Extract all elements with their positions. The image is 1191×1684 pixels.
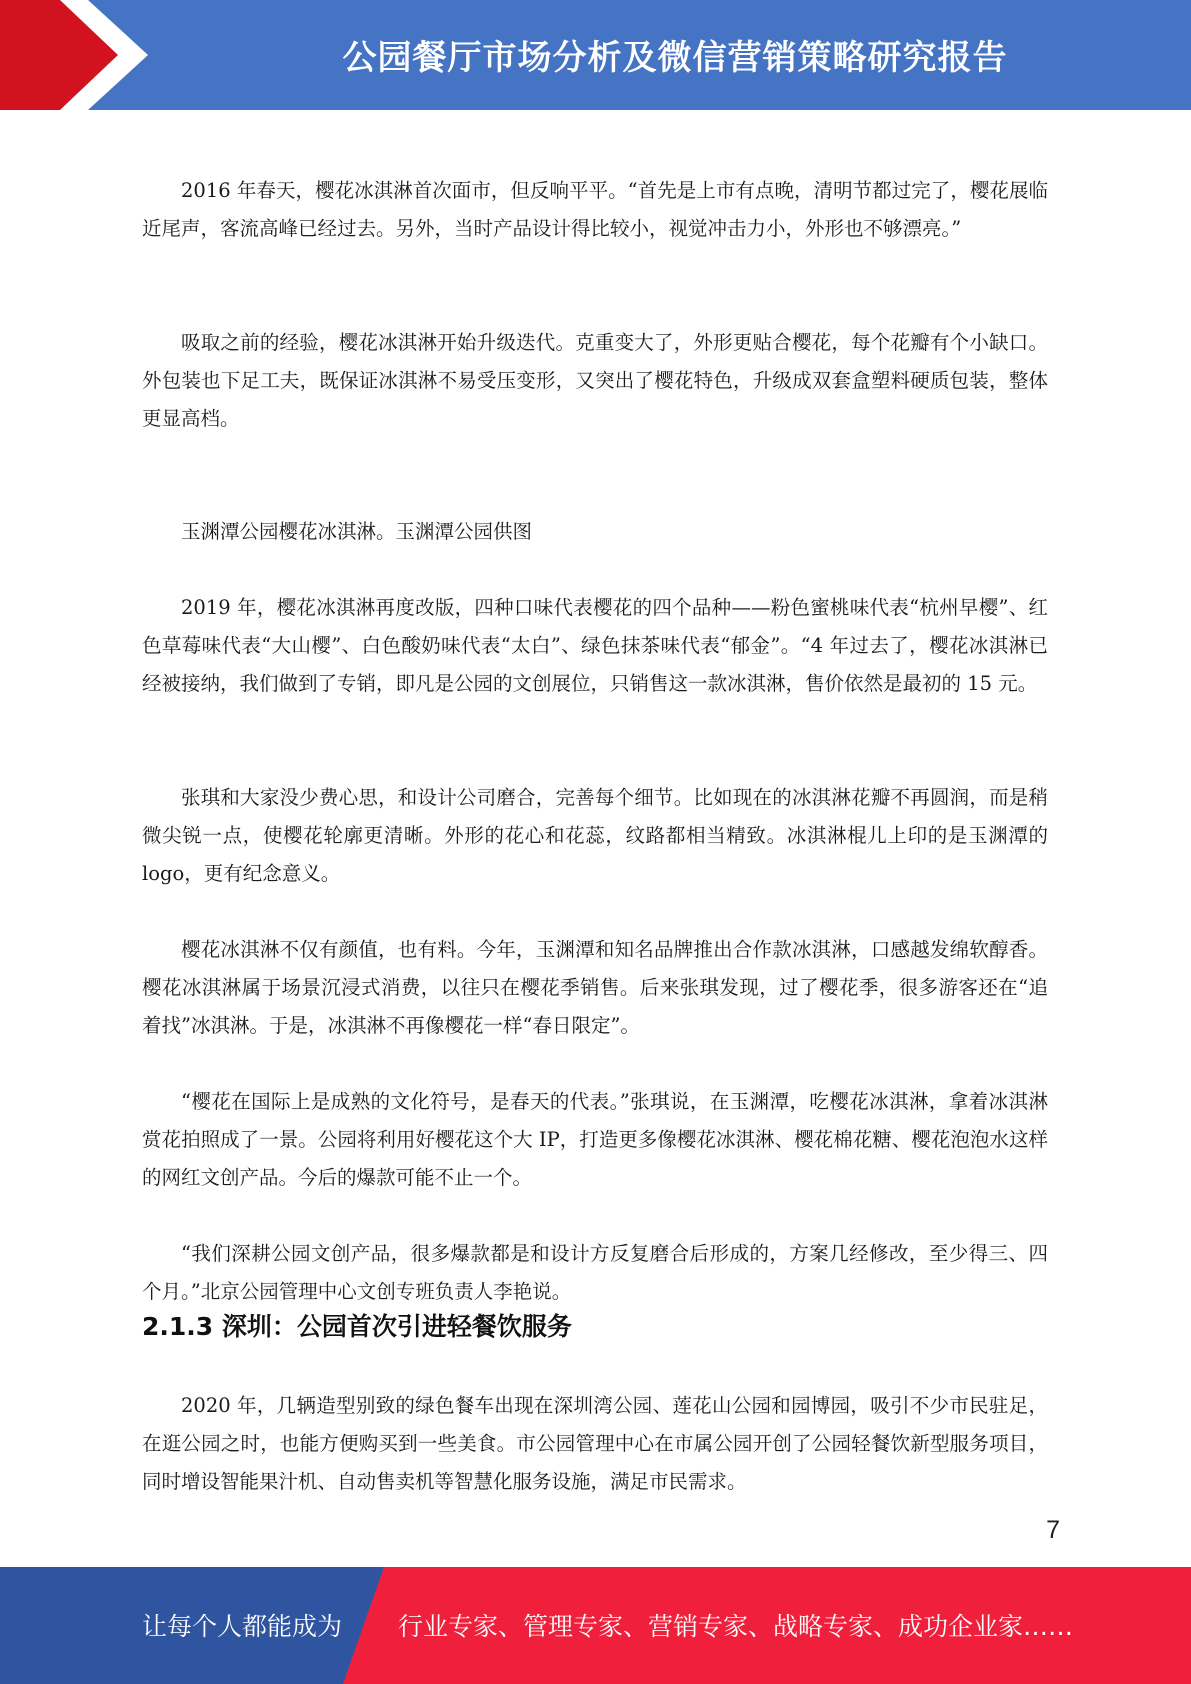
paragraph: 2016 年春天，樱花冰淇淋首次面市，但反响平平。“首先是上市有点晚，清明节都过完了，樱花展临近尾声，客流高峰已经过去。另外，当时产品设计得比较小，视觉冲击力小，外形也不够漂亮。” xyxy=(142,179,1048,240)
report-title: 公园餐厅市场分析及微信营销策略研究报告 xyxy=(342,38,1008,78)
paragraph: 2020 年，几辆造型别致的绿色餐车出现在深圳湾公园、莲花山公园和园博园，吸引不少市民驻足，在逛公园之时，也能方便购买到一些美食。市公园管理中心在市属公园开创了公园轻餐饮新型服务项目，同时增设智能果汁机、自动售卖机等智慧化服务设施，满足市民需求。 xyxy=(142,1394,1048,1493)
page-footer xyxy=(0,1567,1191,1684)
paragraph: 2019 年，樱花冰淇淋再度改版，四种口味代表樱花的四个品种——粉色蜜桃味代表“杭州早樱”、红色草莓味代表“大山樱”、白色酸奶味代表“太白”、绿色抹茶味代表“郁金”。“4 年过去了，樱花冰淇淋已经被接纳，我们做到了专销，即凡是公园的文创展位，只销售这一款冰淇淋，售价依然是最初的 15 元。 xyxy=(142,596,1048,695)
paragraph: 张琪和大家没少费心思，和设计公司磨合，完善每个细节。比如现在的冰淇淋花瓣不再圆润，而是稍微尖锐一点，使樱花轮廓更清晰。外形的花心和花蕊，纹路都相当精致。冰淇淋棍儿上印的是玉渊潭的 logo，更有纪念意义。 xyxy=(142,786,1048,885)
page-number: 7 xyxy=(1046,1516,1060,1544)
page-header xyxy=(0,0,1191,110)
paragraph: “我们深耕公园文创产品，很多爆款都是和设计方反复磨合后形成的，方案几经修改，至少得三、四个月。”北京公园管理中心文创专班负责人李艳说。 xyxy=(142,1242,1048,1303)
paragraph: 樱花冰淇淋不仅有颜值，也有料。今年，玉渊潭和知名品牌推出合作款冰淇淋，口感越发绵软醇香。樱花冰淇淋属于场景沉浸式消费，以往只在樱花季销售。后来张琪发现，过了樱花季，很多游客还在“追着找”冰淇淋。于是，冰淇淋不再像樱花一样“春日限定”。 xyxy=(142,938,1048,1037)
paragraph: “樱花在国际上是成熟的文化符号，是春天的代表。”张琪说，在玉渊潭，吃樱花冰淇淋，拿着冰淇淋赏花拍照成了一景。公园将利用好樱花这个大 IP，打造更多像樱花冰淇淋、樱花棉花糖、樱花泡泡水这样的网红文创产品。今后的爆款可能不止一个。 xyxy=(142,1090,1048,1189)
header-arrow-decoration xyxy=(0,0,150,110)
footer-slogan-left: 让每个人都能成为 xyxy=(142,1612,343,1641)
footer-slogan-right: 行业专家、管理专家、营销专家、战略专家、成功企业家…… xyxy=(398,1612,1074,1641)
paragraph: 吸取之前的经验，樱花冰淇淋开始升级迭代。克重变大了，外形更贴合樱花，每个花瓣有个小缺口。外包装也下足工夫，既保证冰淇淋不易受压变形，又突出了樱花特色，升级成双套盒塑料硬质包装，整体更显高档。 xyxy=(142,331,1048,430)
section-heading: 2.1.3 深圳：公园首次引进轻餐饮服务 xyxy=(142,1312,572,1341)
image-caption: 玉渊潭公园樱花冰淇淋。玉渊潭公园供图 xyxy=(181,520,533,543)
